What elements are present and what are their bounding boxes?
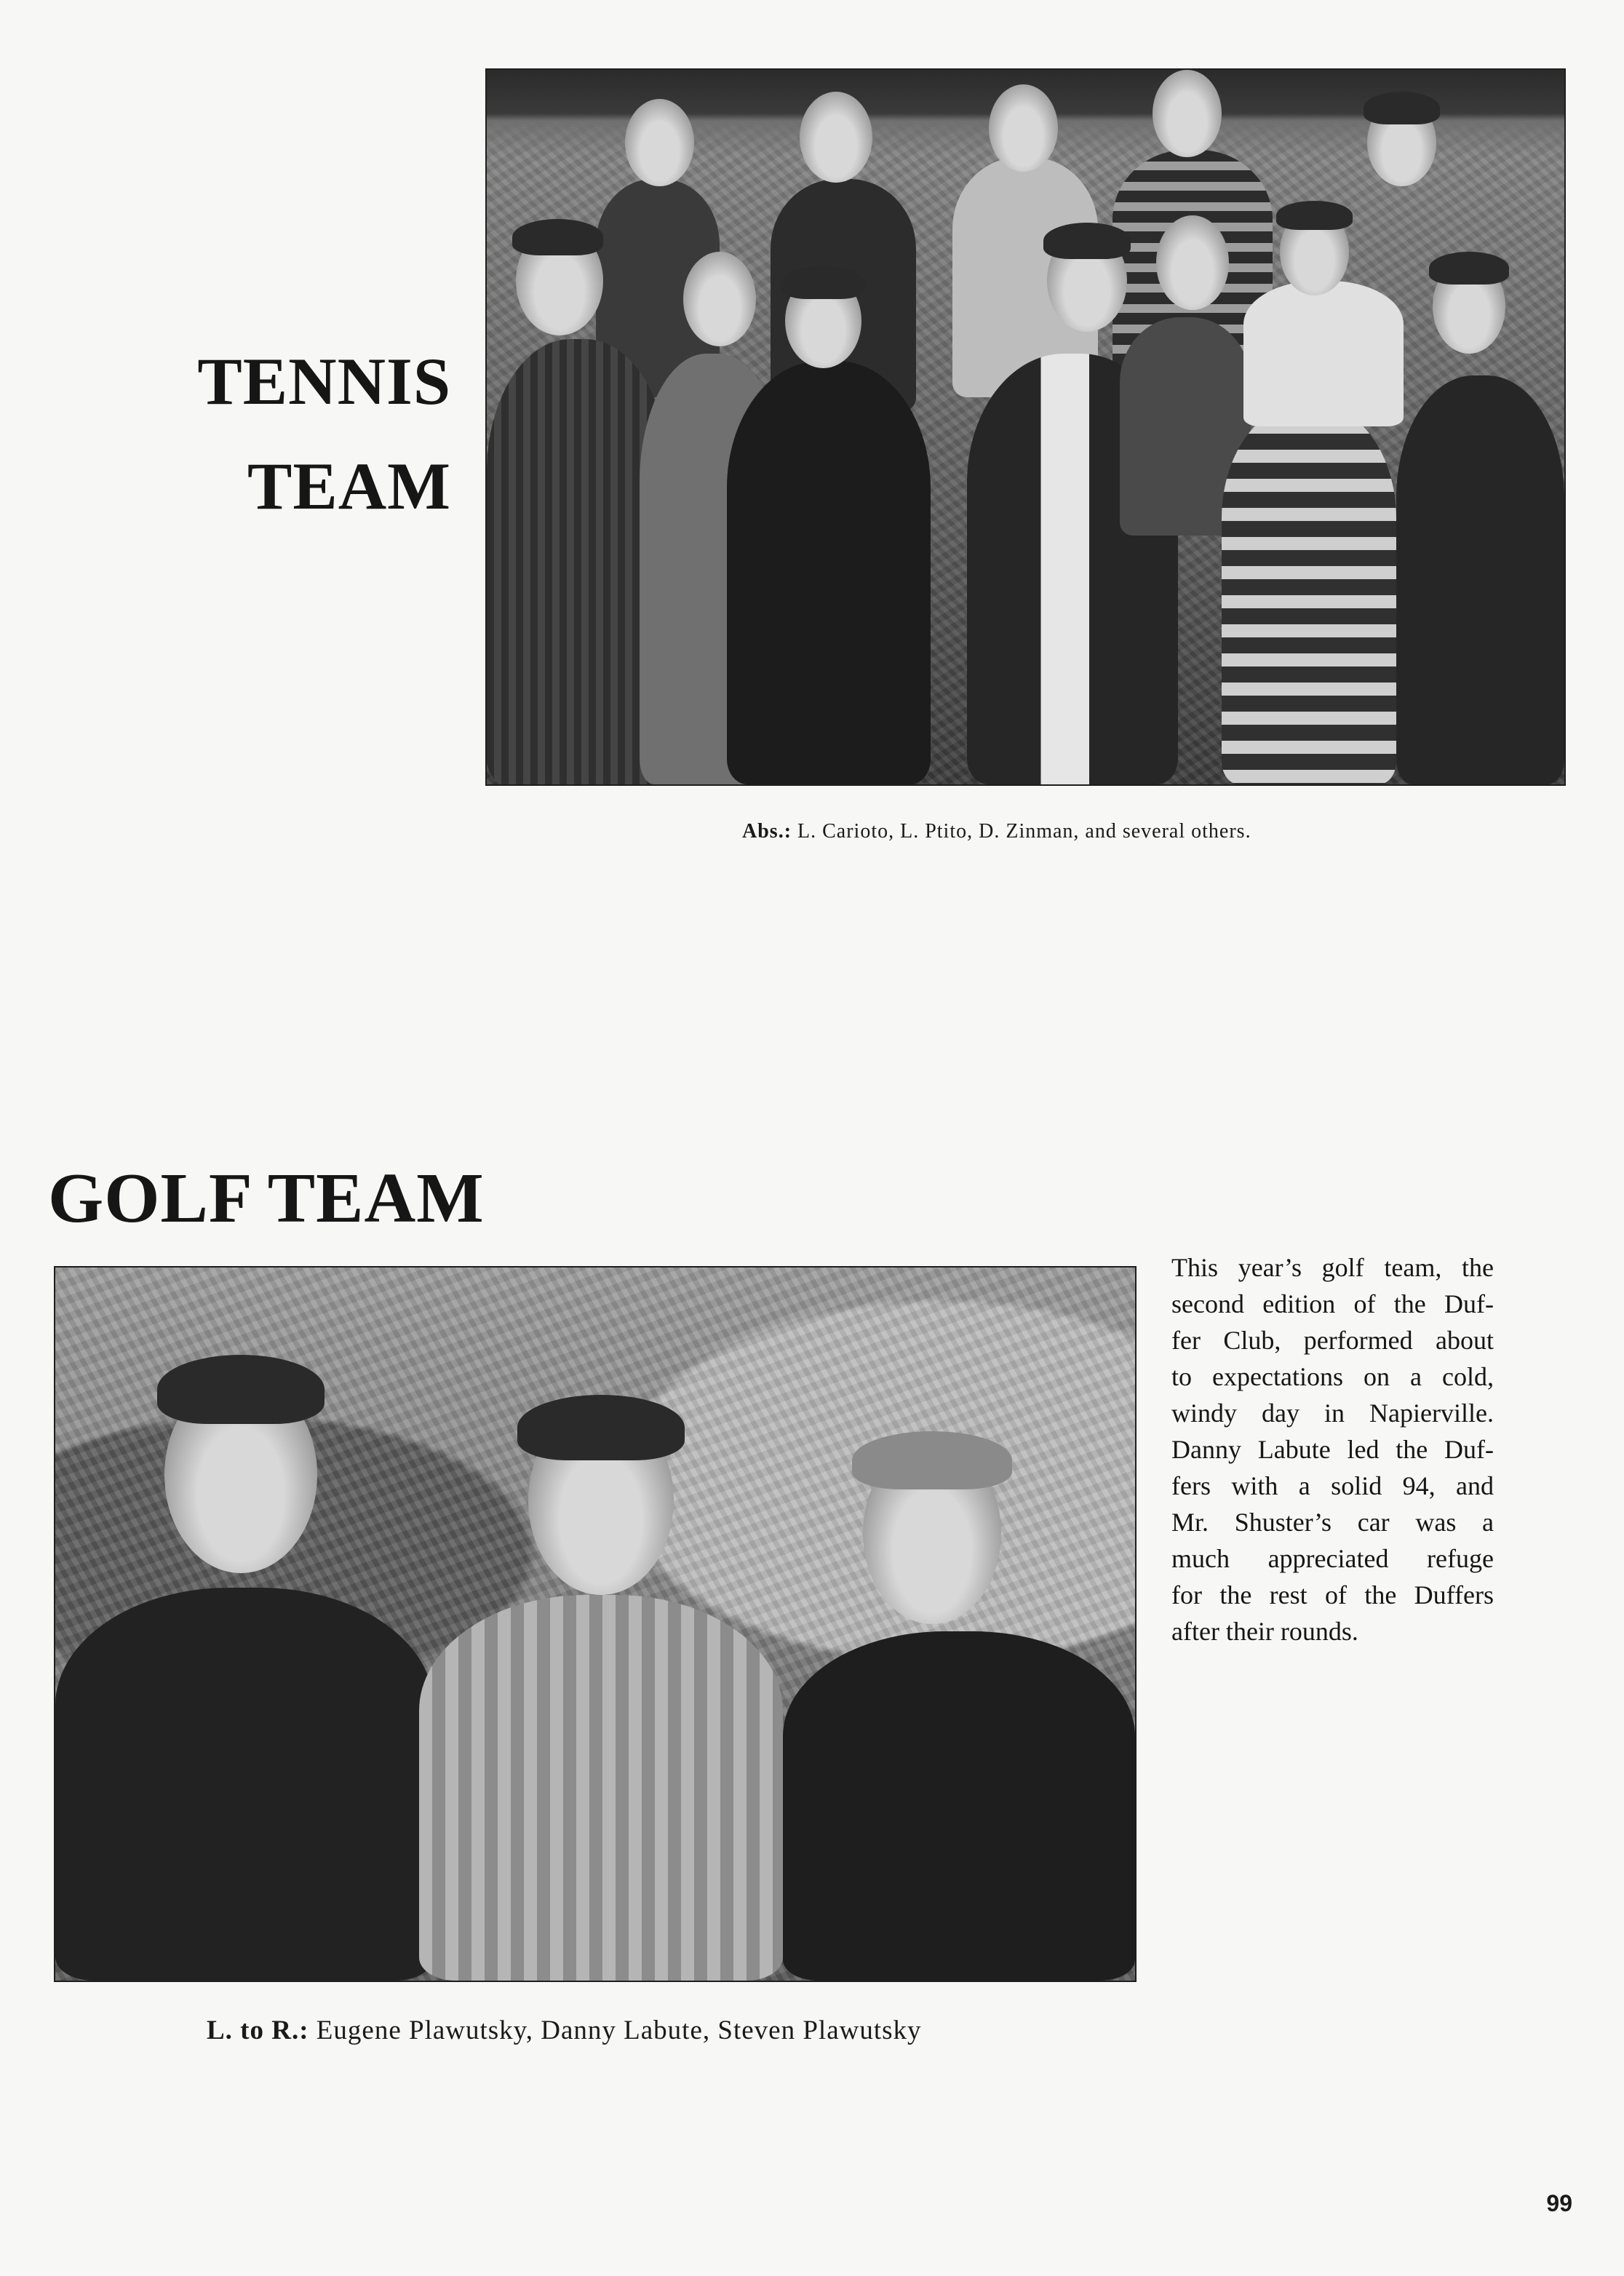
golf-body-line: fer Club, performed about [1171, 1326, 1494, 1355]
team-member-head [1153, 70, 1222, 157]
tennis-photo-caption [742, 820, 1251, 843]
team-member-hair [852, 1431, 1012, 1489]
team-member-hair [517, 1395, 685, 1460]
team-member-hair [512, 219, 603, 255]
team-member-hair [157, 1355, 325, 1424]
golf-body-line: Mr. Shuster’s car was a [1171, 1508, 1494, 1537]
tennis-caption-text: L. Carioto, L. Ptito, D. Zinman, and several others. [792, 820, 1251, 843]
golf-team-heading: GOLF TEAM [48, 1159, 485, 1238]
tennis-team-heading [197, 329, 451, 538]
golf-body-line: This year’s golf team, the [1171, 1253, 1494, 1282]
golf-caption-text: Eugene Plawutsky, Danny Labute, Steven Plawutsky [309, 2016, 922, 2045]
golf-photo-caption [207, 2015, 922, 2046]
team-member-hair [1043, 223, 1131, 259]
team-member-hair [1364, 92, 1440, 124]
tennis-caption-label: Abs.: [742, 820, 792, 843]
team-member-figure [1243, 281, 1404, 426]
tennis-heading-line-2: TEAM [247, 449, 451, 523]
team-member-figure [55, 1588, 434, 1981]
team-member-figure [1396, 375, 1564, 784]
team-member-figure [727, 361, 931, 784]
team-member-figure [419, 1595, 783, 1981]
team-member-head [800, 92, 872, 183]
team-member-hair [1429, 252, 1509, 284]
team-member-figure [1222, 405, 1396, 784]
golf-caption-label: L. to R.: [207, 2016, 309, 2045]
page-number: 99 [1546, 2190, 1572, 2216]
golf-body-line: fers with a solid 94, and [1171, 1471, 1494, 1500]
golf-body-line: for the rest of the Duffers [1171, 1580, 1494, 1609]
tennis-team-photo [485, 68, 1566, 786]
team-member-hair [781, 266, 865, 299]
team-member-figure [783, 1631, 1135, 1981]
golf-body-line: to expectations on a cold, [1171, 1362, 1494, 1391]
tennis-heading-line-1: TENNIS [197, 344, 451, 418]
golf-body-line: much appreciated refuge [1171, 1544, 1494, 1573]
golf-body-line: second edition of the Duf- [1171, 1289, 1494, 1318]
golf-team-description [1171, 1249, 1494, 1650]
golf-body-line: Danny Labute led the Duf- [1171, 1435, 1494, 1464]
golf-team-photo [54, 1266, 1137, 1982]
team-member-head [625, 99, 694, 186]
team-member-head [683, 252, 756, 346]
team-member-head [1156, 215, 1229, 310]
golf-body-line: windy day in Napierville. [1171, 1398, 1494, 1428]
golf-body-line: after their rounds. [1171, 1617, 1358, 1646]
team-member-hair [1276, 201, 1353, 230]
team-member-head [989, 84, 1058, 172]
